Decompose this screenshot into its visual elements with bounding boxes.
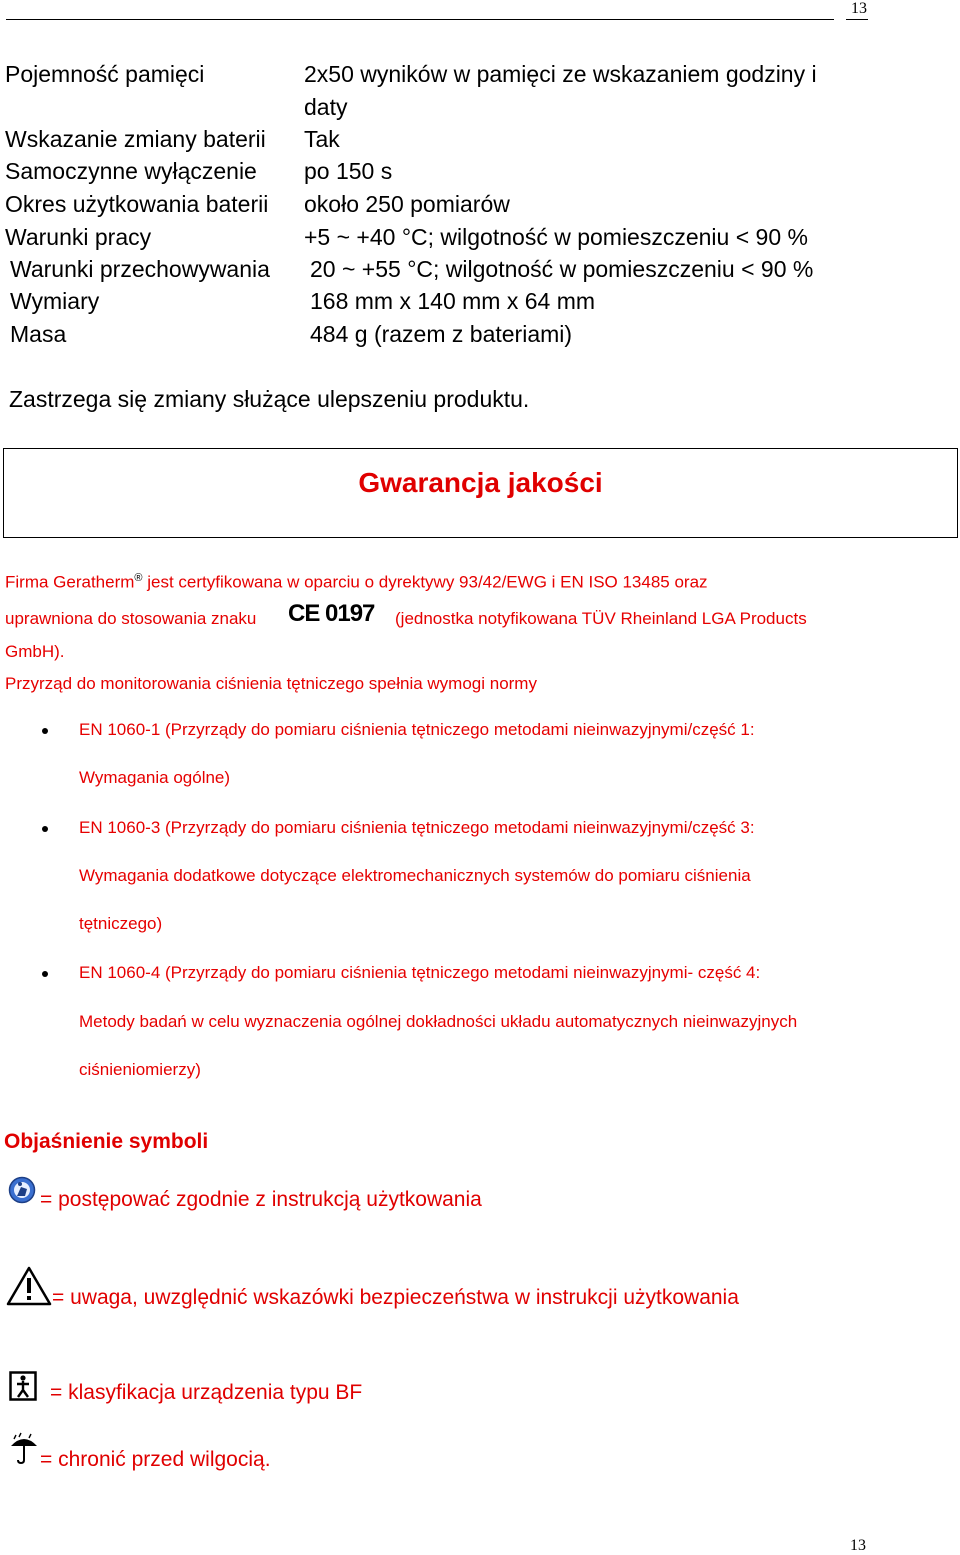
bullet-icon (42, 728, 48, 734)
spec-label-storage: Warunki przechowywania (10, 256, 270, 282)
standard-3-line3: ciśnieniomierzy) (79, 1060, 201, 1079)
header-number-underline (846, 19, 868, 20)
standard-2-line1: EN 1060-3 (Przyrządy do pomiaru ciśnienia tętniczego metodami nieinwazyjnymi/część 3: (79, 818, 755, 837)
symbol-text-type-bf: = klasyfikacja urządzenia typu BF (50, 1381, 363, 1404)
spec-value-battery-indicator: Tak (304, 126, 340, 152)
spec-label-auto-off: Samoczynne wyłączenie (5, 158, 257, 184)
symbol-text-keep-dry: = chronić przed wilgocią. (40, 1448, 271, 1471)
footer-page-number: 13 (850, 1537, 866, 1554)
spec-label-dimensions: Wymiary (10, 288, 100, 314)
symbols-title: Objaśnienie symboli (4, 1130, 209, 1153)
instructions-icon (8, 1176, 36, 1209)
warranty-paragraph-line2b: (jednostka notyfikowana TÜV Rheinland LGA Products (395, 609, 807, 628)
symbol-text-instructions: = postępować zgodnie z instrukcją użytkowania (40, 1188, 482, 1211)
spec-value-auto-off: po 150 s (304, 158, 393, 184)
warranty-paragraph-line1 (5, 572, 708, 593)
bullet-icon (42, 826, 48, 832)
spec-label-battery-life: Okres użytkowania baterii (5, 191, 269, 217)
symbol-text-warning: = uwaga, uwzględnić wskazówki bezpieczeństwa w instrukcji użytkowania (52, 1286, 739, 1309)
bullet-icon (42, 971, 48, 977)
keep-dry-icon (9, 1432, 39, 1471)
company-name: Firma Geratherm (5, 572, 135, 592)
warranty-title-box (3, 448, 958, 538)
spec-value-memory-cont: daty (304, 94, 348, 120)
ce-mark-icon: CE 0197 (288, 600, 375, 627)
certification-text: jest certyfikowana w oparciu o dyrektywy 93/42/EWG i EN ISO 13485 oraz (142, 572, 708, 592)
standard-2-line3: tętniczego) (79, 914, 163, 933)
spec-value-memory: 2x50 wyników w pamięci ze wskazaniem godziny i (304, 61, 817, 87)
change-notice: Zastrzega się zmiany służące ulepszeniu produktu. (9, 386, 530, 412)
warning-icon (6, 1266, 52, 1311)
warranty-paragraph-line3: GmbH). (5, 642, 65, 661)
registered-mark: ® (134, 572, 143, 584)
header-page-number: 13 (851, 0, 867, 17)
standard-1-line2: Wymagania ogólne) (79, 768, 231, 787)
spec-value-dimensions: 168 mm x 140 mm x 64 mm (310, 288, 596, 314)
spec-value-storage: 20 ~ +55 °C; wilgotność w pomieszczeniu < 90 % (310, 256, 814, 282)
standard-3-line2: Metody badań w celu wyznaczenia ogólnej dokładności układu automatycznych nieinwazyjnych (79, 1012, 798, 1031)
spec-value-weight: 484 g (razem z bateriami) (310, 321, 573, 347)
spec-label-battery-indicator: Wskazanie zmiany baterii (5, 126, 266, 152)
header-rule (6, 19, 834, 20)
standard-3-line1: EN 1060-4 (Przyrządy do pomiaru ciśnienia tętniczego metodami nieinwazyjnymi- część 4: (79, 963, 761, 982)
standard-2-line2: Wymagania dodatkowe dotyczące elektromechanicznych systemów do pomiaru ciśnienia (79, 866, 751, 885)
type-bf-icon (9, 1371, 37, 1406)
spec-label-memory: Pojemność pamięci (5, 61, 205, 87)
spec-value-operating: +5 ~ +40 °C; wilgotność w pomieszczeniu < 90 % (304, 224, 808, 250)
spec-label-weight: Masa (10, 321, 67, 347)
warranty-paragraph-line2a: uprawniona do stosowania znaku (5, 609, 257, 628)
standards-intro: Przyrząd do monitorowania ciśnienia tętniczego spełnia wymogi normy (5, 674, 537, 693)
spec-label-operating: Warunki pracy (5, 224, 152, 250)
spec-value-battery-life: około 250 pomiarów (304, 191, 510, 217)
warranty-title: Gwarancja jakości (358, 467, 603, 498)
standard-1-line1: EN 1060-1 (Przyrządy do pomiaru ciśnienia tętniczego metodami nieinwazyjnymi/część 1: (79, 720, 755, 739)
